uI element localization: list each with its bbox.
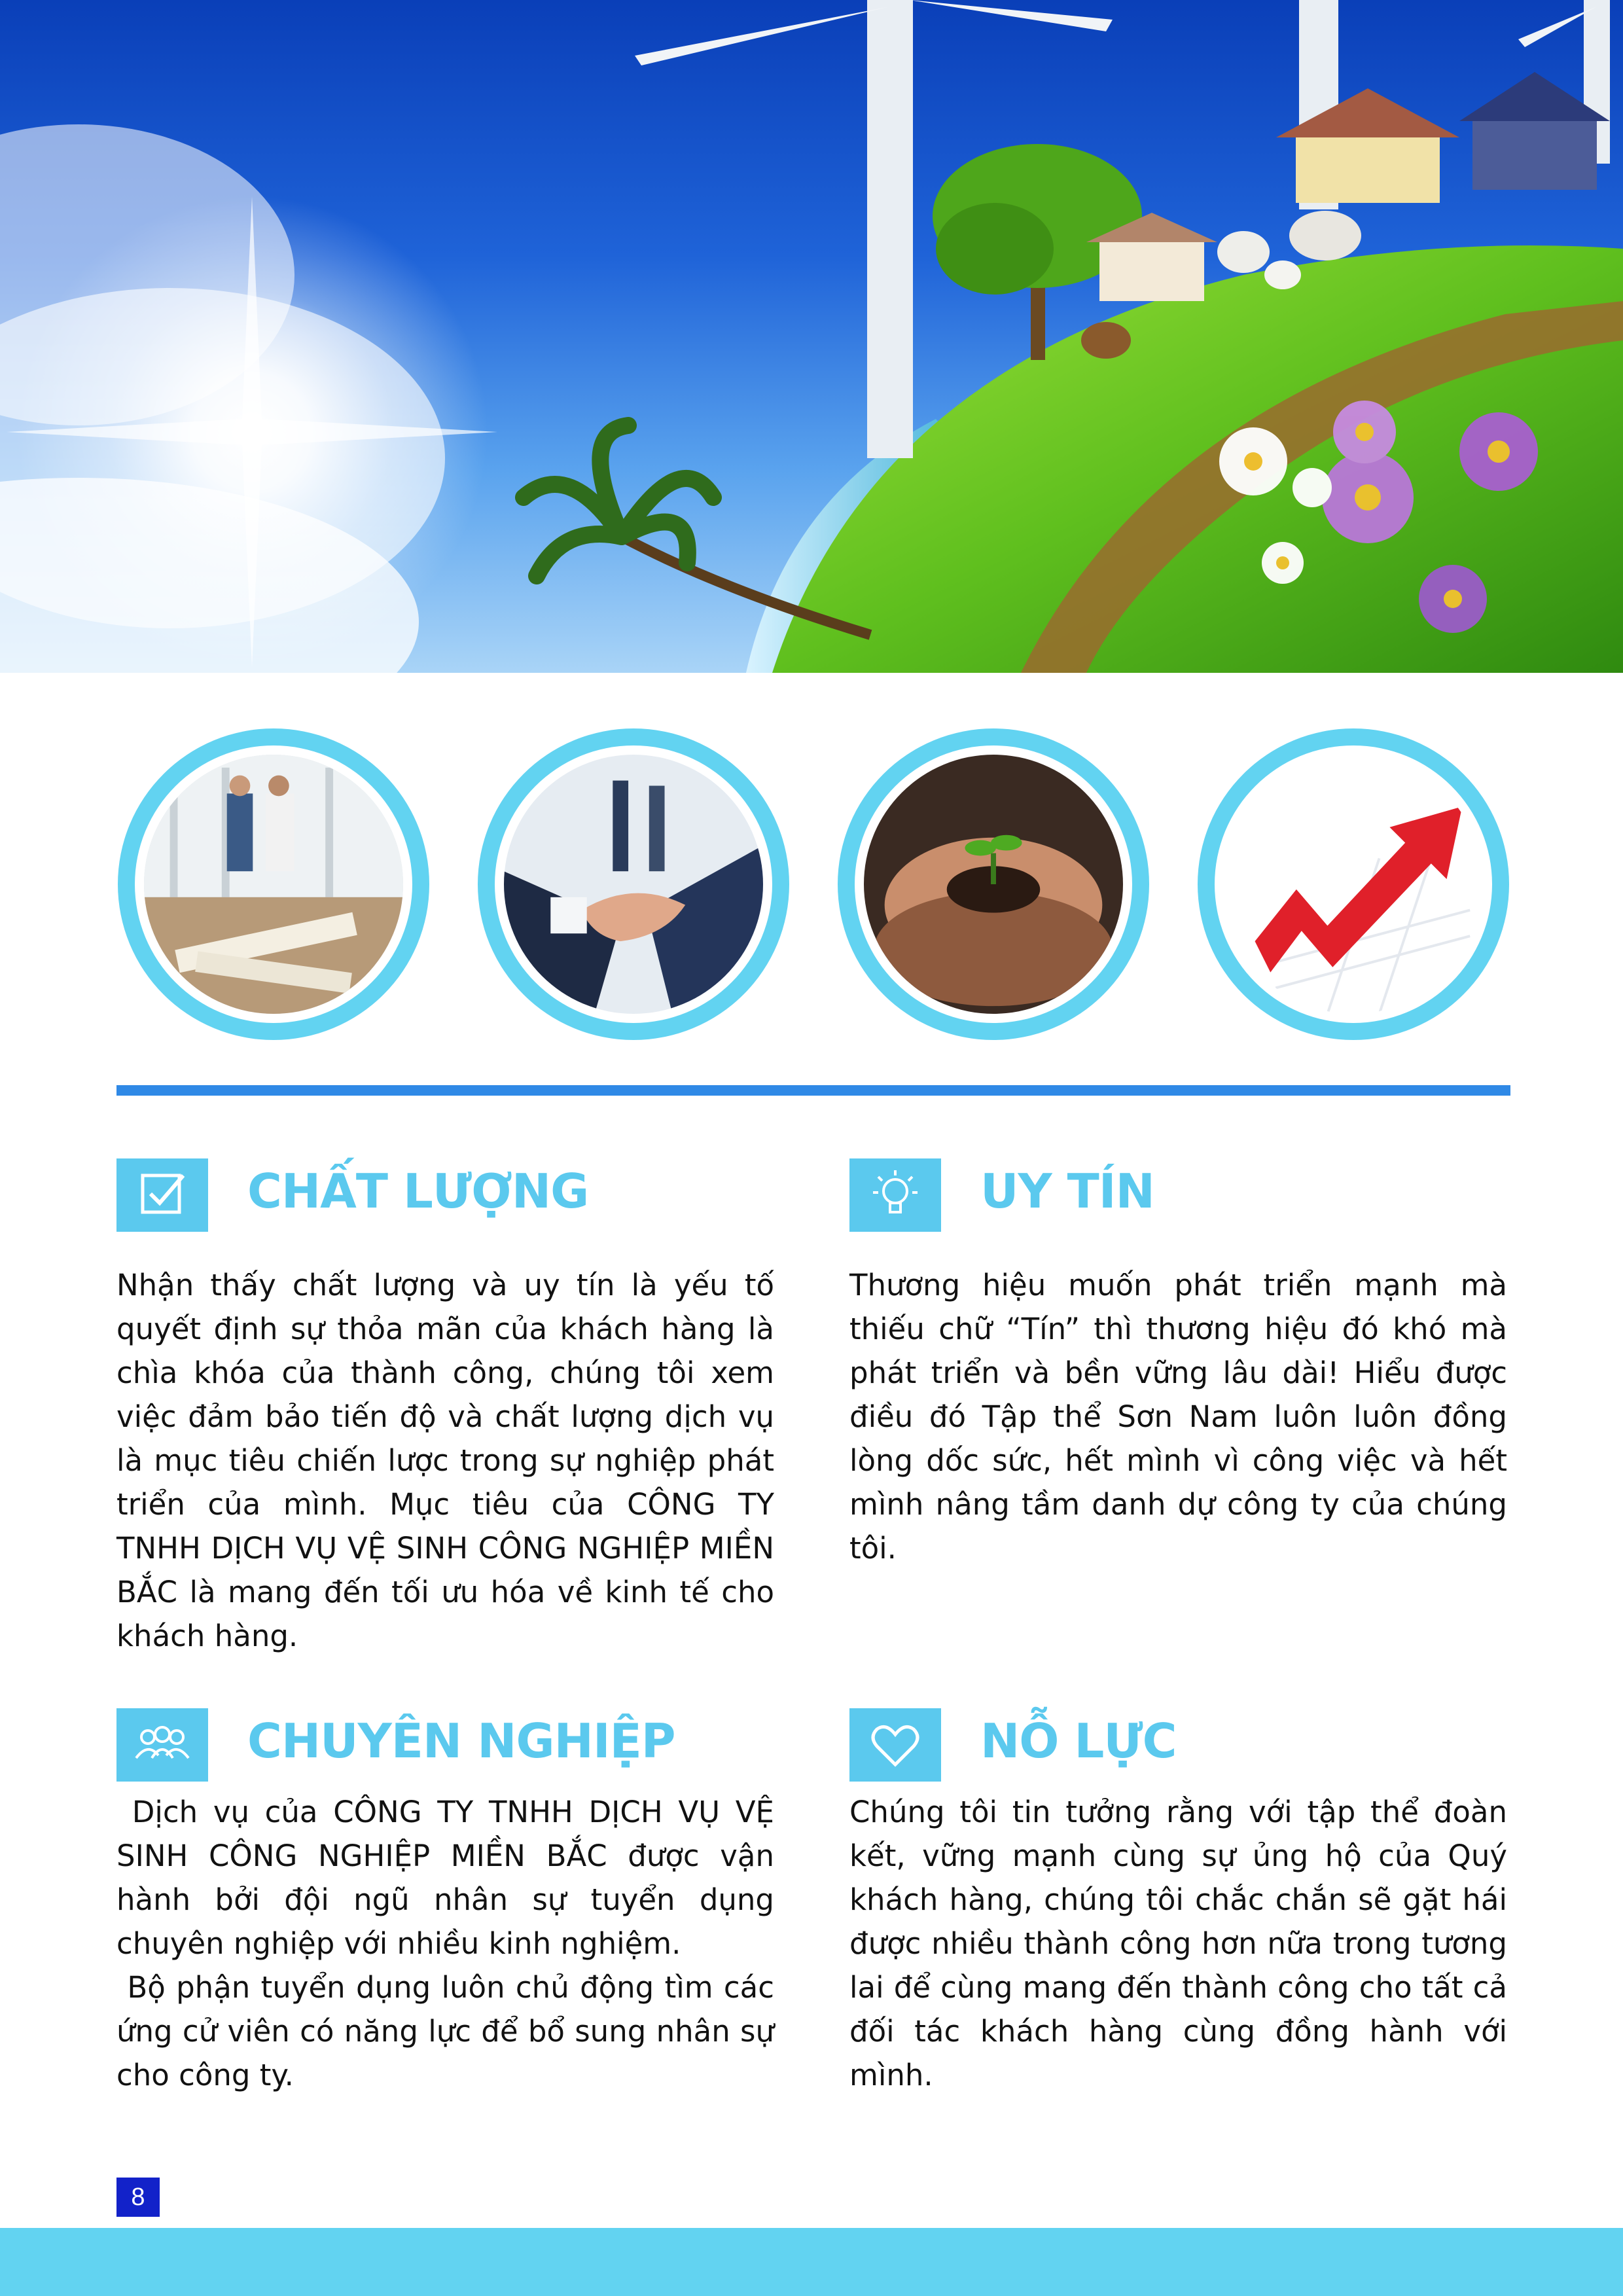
section-body: [849, 1790, 1507, 2097]
circle-handshake: [478, 728, 789, 1040]
section-paragraph: Dịch vụ của CÔNG TY TNHH DỊCH VỤ VỆ SINH CÔNG NGHIỆP MIỀN BẮC được vận hành bởi đội ngũ nhân sự tuyển dụng chuyên nghiệp với nhiều kinh nghiệm.: [116, 1795, 784, 1961]
business-meeting-photo: [144, 755, 403, 1014]
circle-seedling: [838, 728, 1149, 1040]
checkbox-icon: [116, 1158, 208, 1232]
lightbulb-icon: [849, 1158, 941, 1232]
page-number: 8: [116, 2178, 160, 2217]
section-title: CHUYÊN NGHIỆP: [247, 1713, 675, 1768]
section-paragraph: Nhận thấy chất lượng và uy tín là yếu tố quyết định sự thỏa mãn của khách hàng là chìa khóa của thành công, chúng tôi xem việc đảm bảo tiến độ và chất lượng dịch vụ là mục tiêu chiến lược trong sự nghiệp phát triển của mình. Mục tiêu của CÔNG TY TNHH DỊCH VỤ VỆ SINH CÔNG NGHIỆP MIỀN BẮC là mang đến tối ưu hóa về kinh tế cho khách hàng.: [116, 1268, 774, 1653]
section-title: NỖ LỰC: [980, 1713, 1177, 1768]
renewable-energy-illustration: [0, 0, 1623, 673]
section-title: CHẤT LƯỢNG: [247, 1164, 589, 1219]
section-paragraph: Chúng tôi tin tưởng rằng với tập thể đoàn kết, vững mạnh cùng sự ủng hộ của Quý khách hàng, chúng tôi chắc chắn sẽ gặt hái được nhiều thành công hơn nữa trong tương lai để cùng mang đến thành công cho tất cả đối tác khách hàng cùng đồng hành với mình.: [849, 1795, 1507, 2092]
section-title: UY TÍN: [980, 1164, 1154, 1219]
hero-banner: [0, 0, 1623, 673]
hands-holding-seedling-photo: [864, 755, 1123, 1014]
section-divider: [116, 1085, 1510, 1096]
circle-business-meeting: [118, 728, 429, 1040]
handshake-photo: [504, 755, 763, 1014]
heart-icon: [849, 1708, 941, 1782]
footer-bar: [0, 2228, 1623, 2296]
section-body: [116, 1790, 784, 2097]
rising-arrow-growth-photo: [1224, 755, 1483, 1014]
circle-growth: [1198, 728, 1509, 1040]
section-body: [849, 1263, 1507, 1570]
section-paragraph: Bộ phận tuyển dụng luôn chủ động tìm các ứng cử viên có năng lực để bổ sung nhân sự cho công ty.: [116, 1970, 784, 2092]
people-group-icon: [116, 1708, 208, 1782]
section-paragraph: Thương hiệu muốn phát triển mạnh mà thiếu chữ “Tín” thì thương hiệu đó khó mà phát triển và bền vững lâu dài! Hiểu được điều đó Tập thể Sơn Nam luôn luôn đồng lòng dốc sức, hết mình vì công việc và hết mình nâng tầm danh dự công ty của chúng tôi.: [849, 1268, 1507, 1566]
section-body: [116, 1263, 774, 1658]
